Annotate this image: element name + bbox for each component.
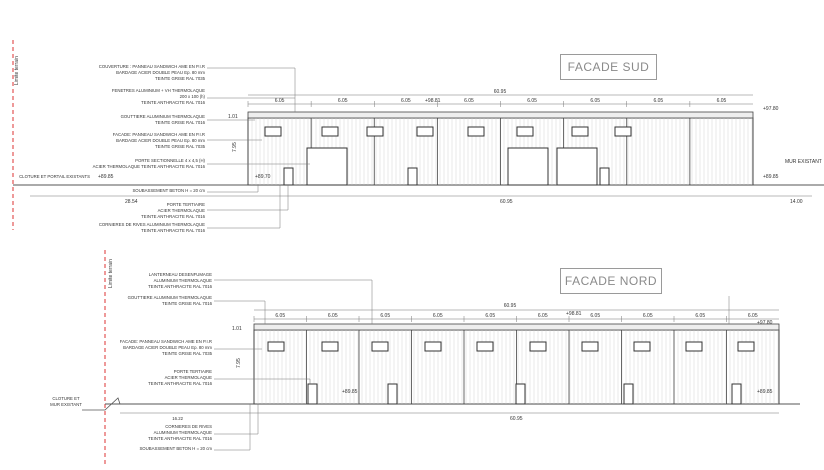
span-dim: 6.05: [695, 313, 706, 319]
height-dim: 7.95: [236, 358, 242, 368]
personnel-door: [624, 384, 633, 404]
note: TEINTE GRISE RAL 7035: [155, 144, 205, 149]
note: TEINTE GRISE RAL 7035: [155, 76, 205, 81]
bottom-dim-left: 28.54: [125, 199, 138, 205]
level-ground-mid: +89.85: [98, 174, 114, 180]
note: TEINTE GRISE RAL 7016: [162, 301, 212, 306]
sectional-door: [508, 148, 548, 185]
window: [530, 342, 546, 351]
personnel-door: [308, 384, 317, 404]
window: [322, 127, 338, 136]
window: [417, 127, 433, 136]
mur-existant-label: MUR EXISTANT: [785, 159, 822, 165]
note: ACIER THERMOLAQUE: [157, 208, 205, 213]
note: TEINTE ANTHRACITE RAL 7016: [141, 214, 205, 219]
note: TEINTE ANTHRACITE RAL 7016: [148, 381, 212, 386]
personnel-door: [732, 384, 741, 404]
note: FACADE: PANNEAU SANDWICH AME EN P.I.R: [119, 339, 212, 344]
window: [686, 342, 702, 351]
span-dims: [254, 313, 758, 322]
total-width: 60.95: [493, 89, 507, 95]
level-ground-right: +89.85: [757, 389, 773, 395]
span-dim: 6.05: [653, 98, 664, 104]
span-dim: 6.05: [537, 313, 548, 319]
level-ground-left: +89.70: [255, 174, 271, 180]
span-dim: 6.05: [274, 98, 285, 104]
window: [322, 342, 338, 351]
note: TEINTE GRISE RAL 7035: [162, 351, 212, 356]
note: CORNIERES DE RIVES ALUMINIUM THERMOLAQUE: [98, 222, 205, 227]
limit-label: Limite terrain: [108, 259, 114, 288]
span-dim: 6.05: [432, 313, 443, 319]
gutter: [254, 324, 779, 330]
level-ground-right: +89.85: [763, 174, 779, 180]
limit-label: Limite terrain: [14, 56, 20, 85]
window: [738, 342, 754, 351]
span-dim: 6.05: [716, 98, 727, 104]
window: [572, 127, 588, 136]
window: [372, 342, 388, 351]
note: SOUBASSEMENT BETON H = 20 cm: [132, 188, 205, 193]
sectional-door: [307, 148, 347, 185]
span-dim: 6.05: [590, 98, 601, 104]
facade-nord-title: FACADE NORD: [560, 268, 662, 294]
note: CORNIERES DE RIVES: [165, 424, 212, 429]
note: TEINTE ANTHRACITE RAL 7016: [141, 100, 205, 105]
note: 16.22: [172, 416, 183, 421]
window: [615, 127, 631, 136]
window: [517, 127, 533, 136]
level-right-top: +97.80: [763, 106, 779, 112]
note: GOUTTIERE ALUMINIUM THERMOLAQUE: [127, 295, 212, 300]
span-dim: 6.05: [527, 98, 537, 104]
note: COUVERTURE : PANNEAU SANDWICH AME EN P.I.R: [98, 64, 205, 69]
note: PORTE SECTIONNELLE 4 x 4,5 (H): [135, 158, 205, 163]
note: FACADE: PANNEAU SANDWICH AME EN P.I.R: [112, 132, 205, 137]
height-dim: 7.95: [232, 142, 238, 152]
notes: [50, 272, 212, 451]
personnel-door: [600, 168, 609, 185]
note: BARDAGE ACIER DOUBLE PEAU Ep. 80 mm: [116, 138, 205, 143]
note: ALUMINIUM THERMOLAQUE: [153, 430, 212, 435]
span-dim: 6.05: [337, 98, 348, 104]
note: CLOTURE ET: [52, 396, 80, 401]
note: PORTE TERTIAIRE: [173, 369, 212, 374]
personnel-door: [516, 384, 525, 404]
span-dim: 6.05: [464, 98, 474, 104]
sectional-door: [557, 148, 597, 185]
height-dim: 1.01: [232, 326, 242, 332]
window: [367, 127, 383, 136]
window: [268, 342, 284, 351]
bottom-dim-right: 14.00: [790, 199, 803, 205]
note: FENETRES ALUMINIUM + VH THERMOLAQUE: [111, 88, 205, 93]
span-dim: 6.05: [275, 313, 286, 319]
span-dim: 6.05: [747, 313, 758, 319]
level-right-top: +97.80: [757, 320, 773, 326]
note: CLOTURE ET PORTAIL EXISTANTS: [19, 174, 90, 179]
facade-nord: [50, 250, 800, 465]
span-dim: 6.05: [327, 313, 338, 319]
facade-sud-title: FACADE SUD: [560, 54, 657, 80]
window: [477, 342, 493, 351]
span-dim: 6.05: [400, 98, 411, 104]
note: GOUTTIERE ALUMINIUM THERMOLAQUE: [120, 114, 205, 119]
note: TEINTE ANTHRACITE RAL 7016: [141, 228, 205, 233]
height-dim: 1.01: [228, 114, 238, 120]
note: BARDAGE ACIER DOUBLE PEAU Ep. 80 mm: [116, 70, 205, 75]
note: TEINTE ANTHRACITE RAL 7016: [148, 436, 212, 441]
note: PORTE TERTIAIRE: [166, 202, 205, 207]
note: ALUMINIUM THERMOLAQUE: [153, 278, 212, 283]
note: TEINTE GRISE RAL 7016: [155, 120, 205, 125]
notes: [19, 64, 206, 233]
window: [582, 342, 598, 351]
note: ACIER THERMOLAQUE TEINTE ANTHRACITE RAL 7016: [92, 164, 205, 169]
personnel-door: [388, 384, 397, 404]
note: LANTERNEAU DESENFUMAGE: [148, 272, 212, 277]
note: ACIER THERMOLAQUE: [164, 375, 212, 380]
window: [425, 342, 441, 351]
span-dims: [248, 98, 727, 107]
span-dim: 6.05: [380, 313, 391, 319]
level-top: +98.81: [566, 311, 582, 317]
gutter: [248, 112, 753, 118]
facade-sud: [13, 40, 824, 233]
bottom-dim: 60.95: [510, 416, 523, 422]
bottom-dim-mid: 60.95: [500, 199, 513, 205]
span-dim: 6.05: [642, 313, 653, 319]
window: [634, 342, 650, 351]
level-ground-left: +89.85: [342, 389, 358, 395]
total-width: 60.95: [503, 303, 517, 309]
note: BARDAGE ACIER DOUBLE PEAU Ep. 80 mm: [123, 345, 212, 350]
level-top: +98.81: [425, 98, 441, 104]
personnel-door: [408, 168, 417, 185]
note: 200 x 100 (h): [179, 94, 205, 99]
span-dim: 6.05: [485, 313, 496, 319]
window: [468, 127, 484, 136]
note: SOUBASSEMENT BETON H = 20 cm: [139, 446, 212, 451]
note: MUR EXISTANT: [50, 402, 82, 407]
span-dim: 6.05: [590, 313, 601, 319]
personnel-door: [284, 168, 293, 185]
window: [265, 127, 281, 136]
note: TEINTE ANTHRACITE RAL 7016: [148, 284, 212, 289]
